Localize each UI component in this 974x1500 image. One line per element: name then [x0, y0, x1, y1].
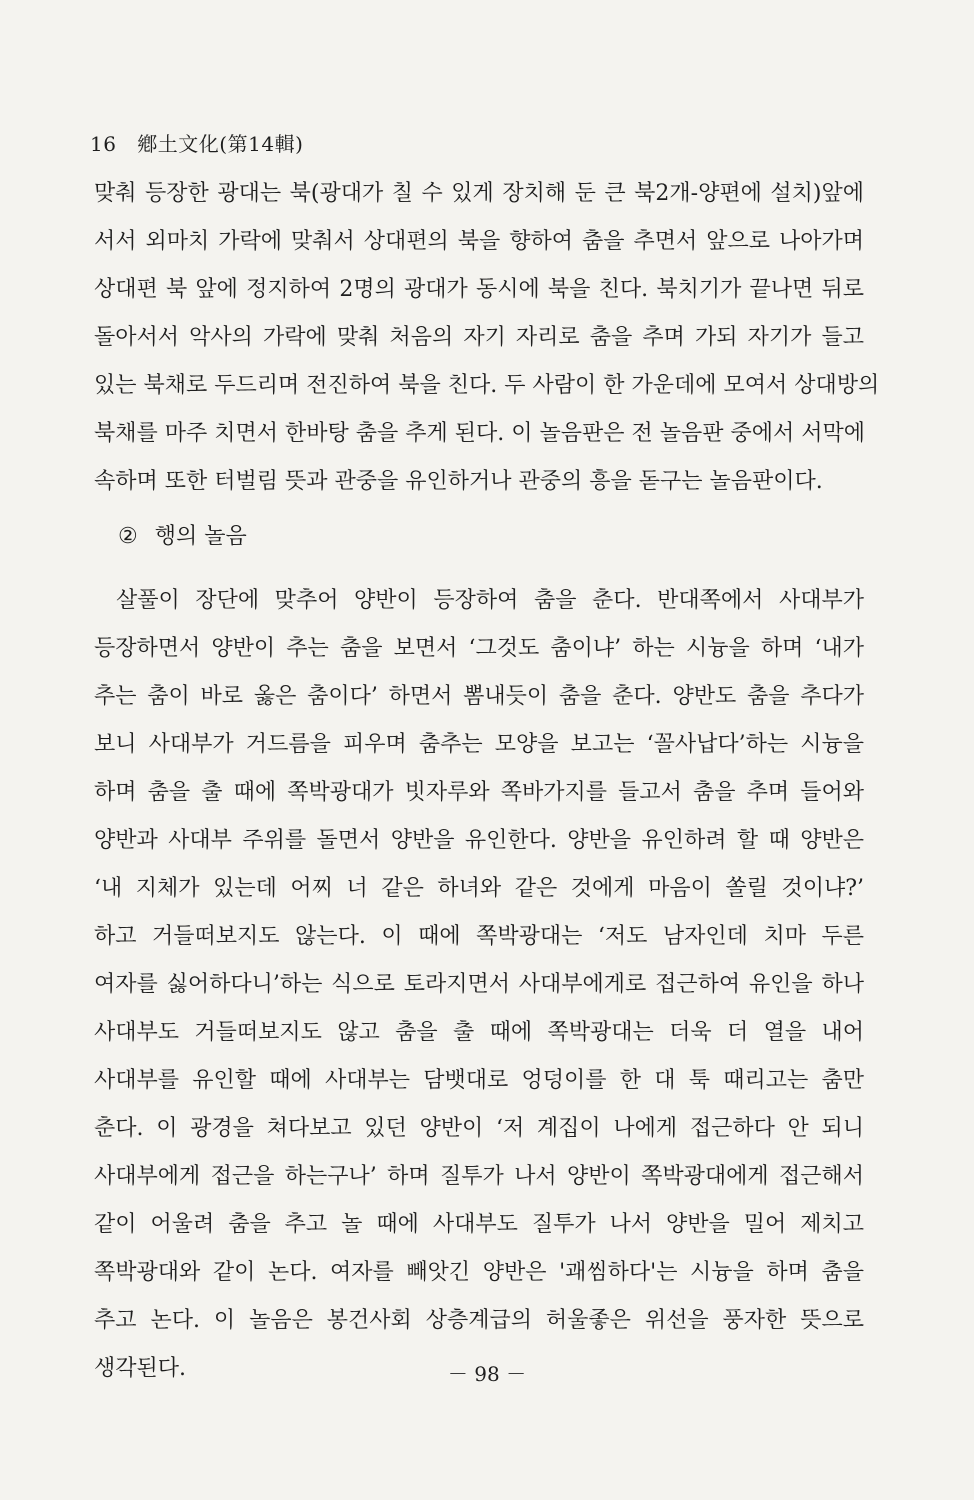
paragraph-1 [94, 170, 880, 506]
section-heading [118, 520, 247, 554]
paragraph-line: 보니 사대부가 거드름을 피우며 춤추는 모양을 보고는 ‘꼴사납다’하는 시늉을 [94, 732, 864, 757]
paragraph-line: 여자를 싫어하다니’하는 식으로 토라지면서 사대부에게로 접근하여 유인을 하나 [94, 972, 864, 997]
paragraph-line: 속하며 또한 터벌림 뜻과 관중을 유인하거나 관중의 흥을 돋구는 놀음판이다. [94, 469, 823, 494]
paragraph-line: 추는 춤이 바로 옳은 춤이다’ 하면서 뽐내듯이 춤을 춘다. 양반도 춤을 추다가 [94, 684, 864, 709]
paragraph-line: 하며 춤을 출 때에 쪽박광대가 빗자루와 쪽바가지를 들고서 춤을 추며 들어와 [94, 780, 864, 805]
paragraph-2 [94, 577, 864, 1393]
paragraph-line: 살풀이 장단에 맞추어 양반이 등장하여 춤을 춘다. 반대쪽에서 사대부가 [116, 588, 864, 613]
paragraph-line: 돌아서서 악사의 가락에 맞춰 처음의 자기 자리로 춤을 추며 가되 자기가 들고 [94, 325, 864, 350]
header-page-number: 16 [90, 132, 117, 156]
paragraph-line: 추고 논다. 이 놀음은 봉건사회 상층계급의 허울좋은 위선을 풍자한 뜻으로 [94, 1308, 864, 1333]
paragraph-line: 맞춰 등장한 광대는 북(광대가 칠 수 있게 장치해 둔 큰 북2개-양편에 설치)앞에 [94, 181, 864, 206]
section-title: 행의 놀음 [154, 524, 247, 549]
paragraph-line: 있는 북채로 두드리며 전진하여 북을 친다. 두 사람이 한 가운데에 모여서 상대방의 [94, 373, 880, 398]
paragraph-line: 사대부에게 접근을 하는구나’ 하며 질투가 나서 양반이 쪽박광대에게 접근해서 [94, 1164, 864, 1189]
page-folio: － 98 － [447, 1362, 527, 1386]
paragraph-line: 서서 외마치 가락에 맞춰서 상대편의 북을 향하여 춤을 추면서 앞으로 나아가며 [94, 229, 864, 254]
paragraph-line: 양반과 사대부 주위를 돌면서 양반을 유인한다. 양반을 유인하려 할 때 양반은 [94, 828, 864, 853]
paragraph-line: 북채를 마주 치면서 한바탕 춤을 추게 된다. 이 놀음판은 전 놀음판 중에서 서막에 [94, 421, 865, 446]
paragraph-line: 춘다. 이 광경을 쳐다보고 있던 양반이 ‘저 계집이 나에게 접근하다 안 되니 [94, 1116, 864, 1141]
paragraph-line: 같이 어울려 춤을 추고 놀 때에 사대부도 질투가 나서 양반을 밀어 제치고 [94, 1212, 864, 1237]
paragraph-line: 사대부를 유인할 때에 사대부는 담뱃대로 엉덩이를 한 대 툭 때리고는 춤만 [94, 1068, 864, 1093]
paragraph-line: 등장하면서 양반이 추는 춤을 보면서 ‘그것도 춤이냐’ 하는 시늉을 하며 ‘내가 [94, 636, 864, 661]
paragraph-line: 생각된다. [94, 1356, 187, 1381]
paragraph-line: 하고 거들떠보지도 않는다. 이 때에 쪽박광대는 ‘저도 남자인데 치마 두른 [94, 924, 864, 949]
paragraph-line: 상대편 북 앞에 정지하여 2명의 광대가 동시에 북을 친다. 북치기가 끝나면 뒤로 [94, 277, 864, 302]
paragraph-line: 사대부도 거들떠보지도 않고 춤을 출 때에 쪽박광대는 더욱 더 열을 내어 [94, 1020, 864, 1045]
header-journal-title: 鄕土文化(第14輯) [137, 132, 304, 156]
paragraph-line: 쪽박광대와 같이 논다. 여자를 빼앗긴 양반은 '괘씸하다'는 시늉을 하며 춤을 [94, 1260, 864, 1285]
paragraph-line: ‘내 지체가 있는데 어찌 너 같은 하녀와 같은 것에게 마음이 쏠릴 것이냐?’ [94, 876, 864, 901]
section-marker: ② [118, 524, 138, 549]
running-header [90, 128, 303, 157]
